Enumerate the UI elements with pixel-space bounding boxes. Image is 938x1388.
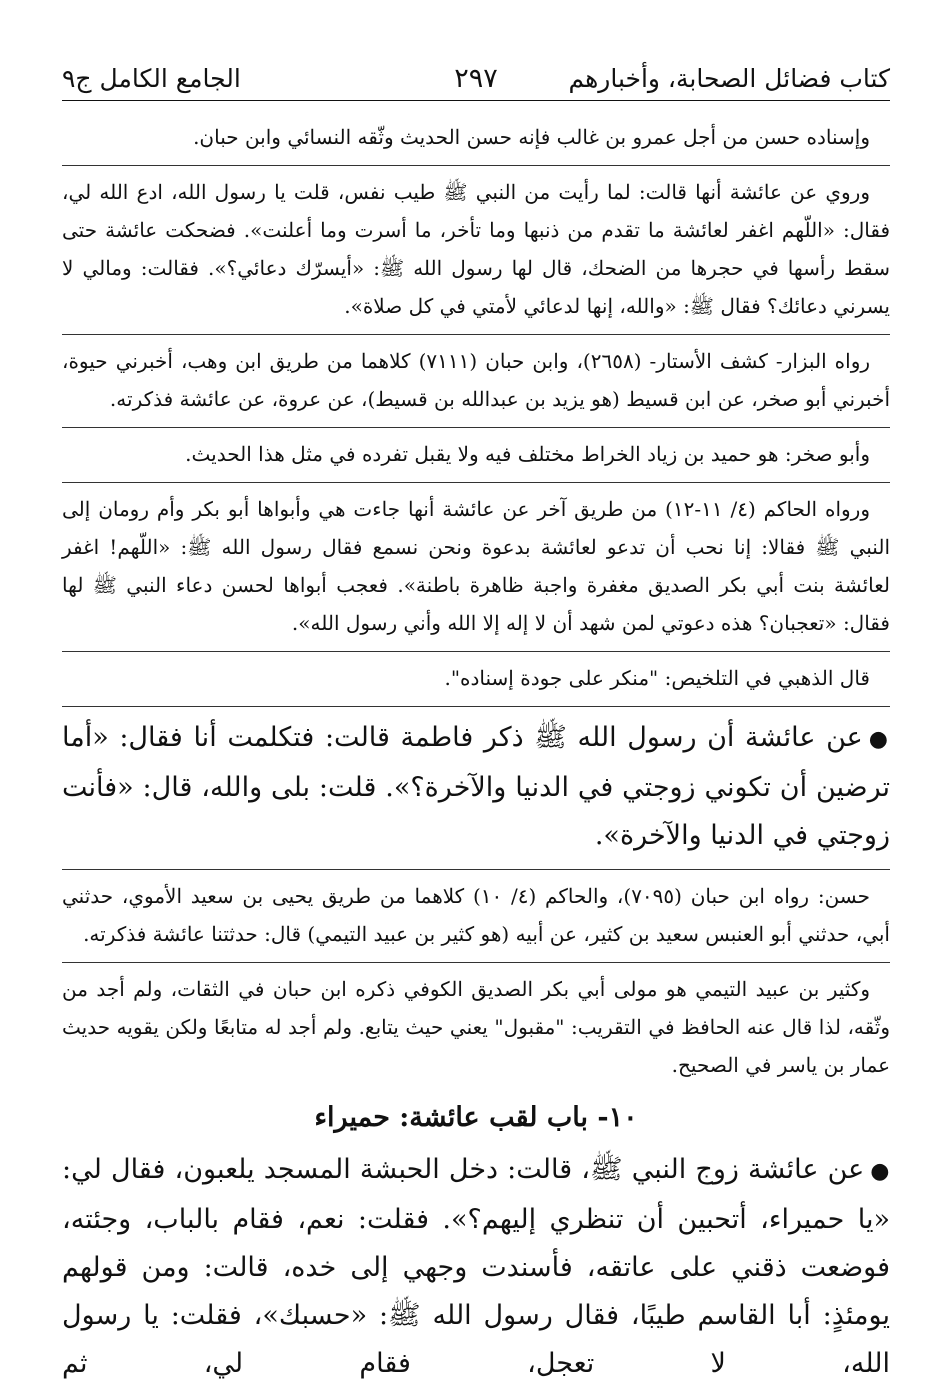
hadith-humayra: ●عن عائشة زوج النبي ﷺ، قالت: دخل الحبشة المسجد يلعبون، فقال لي: «يا حميراء، أتحبين أن تنظري إليهم؟». فقلت: نعم، فقام بالباب، وجئته، فوضعت ذقني على عاتقه، فأسندت وجهي إلى خده، قالت: ومن قولهم يومئذٍ: أبا القاسم طيبًا، فقال رسول الله ﷺ: «حسبك»، فقلت: يا رسول الله، لا تعجل، فقام لي، ثم	[62, 1154, 890, 1379]
page-number: ٢٩٧	[454, 62, 498, 94]
paragraph-takhrij-bazzar: رواه البزار- كشف الأستار- (٢٦٥٨)، وابن حبان (٧١١١) كلاهما من طريق ابن وهب، أخبرني حيوة، أخبرني أبو صخر، عن ابن قسيط (هو يزيد بن عبدالله بن قسيط)، عن عروة، عن عائشة فذكرته.	[62, 349, 890, 411]
divider	[62, 651, 890, 652]
divider	[62, 869, 890, 870]
divider	[62, 962, 890, 963]
paragraph-dhahabi: قال الذهبي في التلخيص: "منكر على جودة إسناده".	[444, 666, 870, 690]
divider	[62, 427, 890, 428]
bullet-icon: ●	[868, 727, 890, 752]
divider	[62, 165, 890, 166]
divider	[62, 334, 890, 335]
page-header	[62, 56, 890, 101]
paragraph-hasan-grade: حسن: رواه ابن حبان (٧٠٩٥)، والحاكم (٤/ ١٠) كلاهما من طريق يحيى بن سعيد الأموي، حدثني أبي، حدثني أبو العنبس سعيد بن كثير، عن أبيه (هو كثير بن عبيد التيمي) قال: حدثتنا عائشة فذكرته.	[62, 884, 890, 946]
volume-label: الجامع الكامل ج٩	[61, 63, 241, 93]
bullet-icon: ●	[870, 1159, 890, 1184]
paragraph-abu-sakhr: وأبو صخر: هو حميد بن زياد الخراط مختلف فيه ولا يقبل تفرده في مثل هذا الحديث.	[185, 442, 870, 466]
paragraph-hadith-dua: وروي عن عائشة أنها قالت: لما رأيت من النبي ﷺ طيب نفس، قلت يا رسول الله، ادع الله لي، فقال: «اللّهم اغفر لعائشة ما تقدم من ذنبها وما تأخر، ما أسرت وما أعلنت». فضحكت عائشة حتى سقط رأسها في حجرها من الضحك، قال لها رسول الله ﷺ: «أيسرّك دعائي؟». فقالت: ومالي لا يسرني دعائك؟ فقال ﷺ: «والله، إنها لدعائي لأمتي في كل صلاة».	[62, 180, 890, 318]
paragraph-hakim: ورواه الحاكم (٤/ ١١-١٢) من طريق آخر عن عائشة أنها جاءت هي وأبواها أبو بكر وأم رومان إلى النبي ﷺ فقالا: إنا نحب أن تدعو لعائشة بدعوة ونحن نسمع فقال رسول الله ﷺ: «اللّهم! اغفر لعائشة بنت أبي بكر الصديق مغفرة واجبة ظاهرة باطنة». فعجب أبواها لحسن دعاء النبي ﷺ لها فقال: «تعجبان؟ هذه دعوتي لمن شهد أن لا إله إلا الله وأني رسول الله».	[62, 497, 890, 635]
divider	[62, 482, 890, 483]
paragraph-kathir: وكثير بن عبيد التيمي هو مولى أبي بكر الصديق الكوفي ذكره ابن حبان في الثقات، ولم أجد من وثّقه، لذا قال عنه الحافظ في التقريب: "مقبول" يعني حيث يتابع. ولم أجد له متابعًا ولكن يقويه حديث عمار بن ياسر في الصحيح.	[62, 977, 890, 1077]
book-title: كتاب فضائل الصحابة، وأخبارهم	[568, 63, 890, 93]
page-body	[62, 118, 890, 1388]
chapter-heading: ١٠- باب لقب عائشة: حميراء	[314, 1102, 638, 1133]
paragraph-isnad-note: وإسناده حسن من أجل عمرو بن غالب فإنه حسن الحديث وثّقه النسائي وابن حبان.	[193, 125, 870, 149]
divider	[62, 706, 890, 707]
hadith-fatima: ●عن عائشة أن رسول الله ﷺ ذكر فاطمة قالت: فتكلمت أنا فقال: «أما ترضين أن تكوني زوجتي في الدنيا والآخرة؟». قلت: بلى والله، قال: «فأنت زوجتي في الدنيا والآخرة».	[62, 722, 890, 851]
